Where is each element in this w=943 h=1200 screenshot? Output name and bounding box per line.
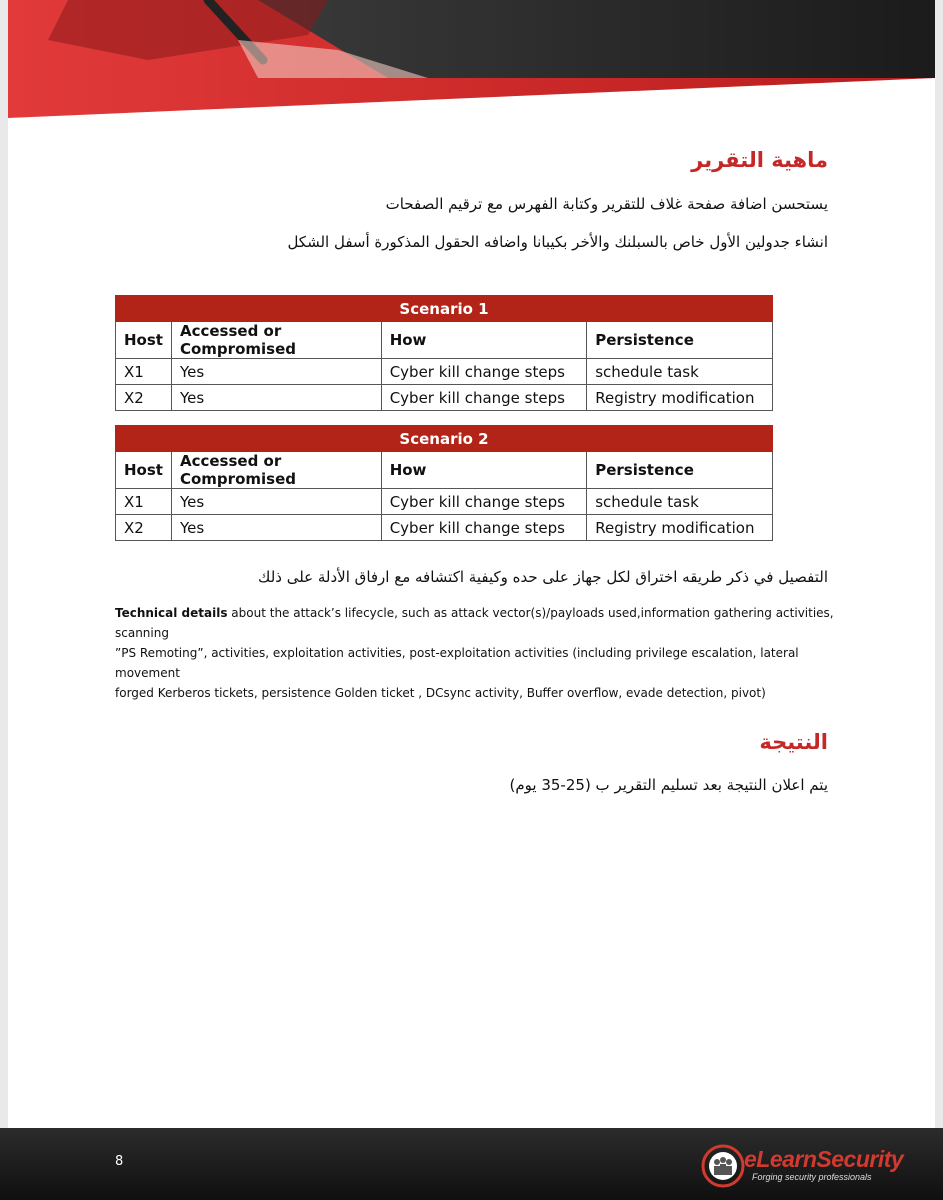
report-line-cover: يستحسن اضافة صفحة غلاف للتقرير وكتابة الفهرس مع ترقيم الصفحات — [385, 195, 828, 213]
page-frame-left — [0, 0, 8, 1200]
table-cell: Yes — [171, 489, 381, 515]
table-cell: X1 — [116, 359, 172, 385]
logo-tagline: Forging security professionals — [752, 1172, 872, 1182]
scenario-table — [115, 425, 773, 541]
technical-details-label: Technical details — [115, 606, 228, 620]
brand-logo — [700, 1141, 925, 1191]
table-row — [116, 359, 773, 385]
details-arabic-line: التفصيل في ذكر طريقه اختراق لكل جهاز على حده وكيفية اكتشافه مع ارفاق الأدلة على ذلك — [258, 568, 828, 586]
table-cell: Cyber kill change steps — [381, 515, 587, 541]
page-frame-right — [935, 0, 943, 1200]
table-cell: X2 — [116, 385, 172, 411]
table-title: Scenario 2 — [116, 426, 773, 452]
table-cell: Yes — [171, 385, 381, 411]
header-banner-graphic — [8, 0, 935, 118]
table-cell: Cyber kill change steps — [381, 359, 587, 385]
table-cell: schedule task — [587, 489, 773, 515]
column-header: Host — [116, 322, 172, 359]
table-row — [116, 489, 773, 515]
logo-wordmark: eLearnSecurity — [744, 1146, 904, 1172]
table-row — [116, 385, 773, 411]
table-cell: X2 — [116, 515, 172, 541]
scenario-table — [115, 295, 773, 411]
table-cell: schedule task — [587, 359, 773, 385]
table-cell: Registry modification — [587, 515, 773, 541]
result-section-title: النتيجة — [759, 730, 828, 754]
table-row — [116, 515, 773, 541]
technical-details-line — [115, 603, 835, 643]
column-header: Accessed or Compromised — [171, 452, 381, 489]
report-line-tables: انشاء جدولين الأول خاص بالسبلنك والأخر بكيبانا واضافه الحقول المذكورة أسفل الشكل — [287, 233, 828, 251]
page-number: 8 — [115, 1154, 124, 1169]
column-header: How — [381, 322, 587, 359]
column-header: Persistence — [587, 322, 773, 359]
technical-details-line: ”PS Remoting”, activities, exploitation activities, post-exploitation activities (including privilege escalation, lateral movement — [115, 646, 799, 680]
column-header: Accessed or Compromised — [171, 322, 381, 359]
table-cell: Yes — [171, 515, 381, 541]
report-section-title: ماهية التقرير — [691, 148, 828, 172]
technical-details-line: forged Kerberos tickets, persistence Golden ticket , DCsync activity, Buffer overflow, evade detection, pivot) — [115, 686, 766, 700]
column-header: Host — [116, 452, 172, 489]
table-cell: Cyber kill change steps — [381, 489, 587, 515]
table-cell: Yes — [171, 359, 381, 385]
table-cell: Registry modification — [587, 385, 773, 411]
logo-emblem-icon — [700, 1143, 746, 1189]
header-banner — [8, 0, 935, 118]
column-header: How — [381, 452, 587, 489]
technical-details-text: about the attack’s lifecycle, such as attack vector(s)/payloads used,information gathering activities, scanning — [115, 606, 834, 640]
column-header: Persistence — [587, 452, 773, 489]
table-cell: X1 — [116, 489, 172, 515]
result-line: يتم اعلان النتيجة بعد تسليم التقرير ب (25-35 يوم) — [509, 776, 828, 794]
table-cell: Cyber kill change steps — [381, 385, 587, 411]
technical-details — [115, 603, 835, 703]
table-title: Scenario 1 — [116, 296, 773, 322]
